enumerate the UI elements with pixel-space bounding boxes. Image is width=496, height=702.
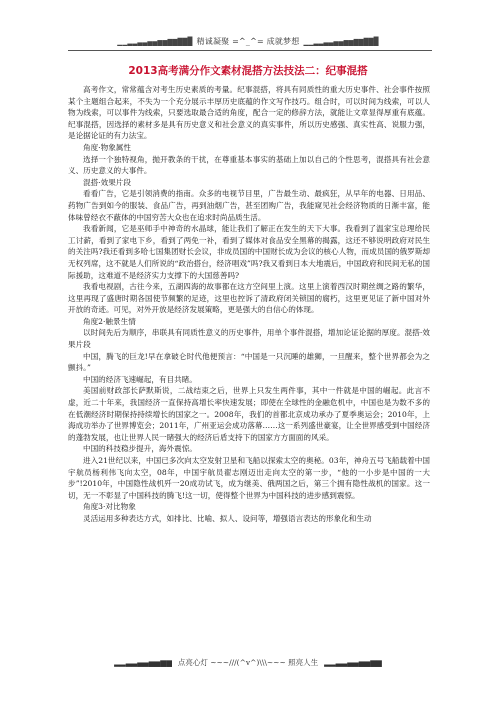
paragraph: 我看电视剧，古往今来，五湖四海的故事都在这方空间里上演。这里上演着西汉时期丝绸之路的繁华，这里再现了盛唐时期各国使节频繁的足迹，这里也控诉了清政府闭关锁国的腐朽，这里更见证了新中国对外开放的奇迹。可见，对外开放是经济发展策略，更是强大的自信心的体现。: [68, 282, 430, 315]
paragraph: 中国的经济飞速崛起，有目共睹。: [83, 374, 197, 384]
header-decoration-left: ▁▁▂▂▃▃▄▄▅▅▆▆▇▇█: [117, 36, 193, 46]
footer-motto: 点亮心灯 ~~~///(^v^)\\\~~~ 照亮人生: [177, 657, 319, 667]
paragraph: 中国的科技稳步提升，海外震惊。: [83, 444, 197, 454]
paragraph: 我看新闻，它是巫师手中神奇的水晶球，能让我们了解正在发生的天下大事。我看到了温家宝总理给民工讨薪，看到了家电下乡，看到了两免一补，看到了媒体对食品安全黑幕的揭露，这还不够说明政府对民生的关注吗?我还看到多哈七国集团财长会议，非成员国的中国财长成为会议的核心人物，而成员国的俄罗斯却无权列席，这不就是人们所说的“政治搭台，经济唱戏”吗?我又看到日本大地震后，中国政府和民间无私的国际援助，这难道不是经济实力支撑下的大国慈善吗?: [68, 224, 430, 280]
section-heading: 角度·物象属性: [83, 142, 131, 152]
paragraph: 选择一个独特视角，抛开教条的干扰，在尊重基本事实的基础上加以自己的个性思考，混搭具有社会意义、历史意义的大事件。: [68, 154, 430, 176]
paragraph: 美国前财政部长萨默斯说，二战结束之后，世界上只发生两件事，其中一件就是中国的崛起。此言不虚，近二十年来，我国经济一直保持高增长率快速发展；即使在全球性的金融危机中，中国也是为数不多的在低潮经济时期保持持续增长的国家之一。2008年，我们的首都北京成功承办了夏季奥运会；2010年，上海成功举办了世界博览会；2011年，广州亚运会成功落幕……这一系列盛世豪宴，让全世界感受到中国经济的蓬勃发展，也让世界人民一睹强大的经济后盾支持下的国家方方面面的风采。: [68, 386, 430, 442]
header-motto: 精诚凝聚 =^_^= 成就梦想: [196, 36, 300, 46]
section-heading: 角度2·触景生情: [83, 316, 136, 326]
page-header: [40, 34, 456, 48]
paragraph: 中国，腾飞的巨龙!早在拿破仑时代他便预言：“中国是一只沉睡的雄狮，一旦醒来，整个世界都会为之颤抖。”: [68, 351, 430, 373]
footer-decoration-right: ▂▂▃▃▄▄▅▅▆▆: [324, 657, 382, 667]
document-title: 2013高考满分作文素材混搭方法技法二：纪事混搭: [128, 65, 368, 77]
header-decoration-right: ▁▁▂▂▃▃▄▄▅▅▆▆▇▇█: [303, 36, 379, 46]
section-heading: 角度3·对比物象: [83, 502, 136, 512]
paragraph: 以时间先后为顺序，串联具有同质性意义的历史事件，用单个事件混搭，增加论证论据的厚度。混搭·效果片段: [68, 328, 430, 350]
document-body: [68, 84, 430, 525]
footer-decoration-left: ▂▂▃▃▄▄▅▅▆▆: [114, 657, 172, 667]
section-heading: 混搭·效果片段: [83, 177, 131, 187]
page-footer: [40, 656, 456, 668]
paragraph: 看看广告，它是引领消费的指南。众多的电视节目里，广告最生动、最疯狂，从早年的电器、日用品、药物广告到如今的服装、食品广告，再到油烟广告，甚至团购广告，我能窥见社会经济物质的日渐丰富，能体味曾经衣不蔽体的中国穷苦大众也在追求时尚品质生活。: [68, 189, 430, 222]
paragraph: 进入21世纪以来，中国已多次向太空发射卫星和飞船以探索太空的奥秘。03年，神舟五号飞船载着中国宇航员杨利伟飞向太空，08年，中国宇航员翟志刚迈出走向太空的第一步，“他的一小步是中国的一大步”!2010年，中国隐性战机歼一20成功试飞，成为继美、俄两国之后，第三个拥有隐性战机的国家。这一切，无一不彰显了中国科技的腾飞!这一切，使得整个世界为中国科技的进步感到震惊。: [68, 456, 430, 500]
paragraph: 高考作文，常常蕴含对考生历史素质的考量。纪事混搭，将具有同质性的重大历史事件、社会事件按照某个主题组合起来，不失为一个充分展示丰厚历史底蕴的作文写作技巧。组合时，可以时间为线索，可以人物为线索，可以事件为线索，只要选取最合适的角度，配合一定的修辞方法，就能让文章显得厚重有底蕴。纪事混搭，因选择的素材多是具有历史意义和社会意义的真实事件，所以历史感强、真实性高、说服力强，是论据论证的有力法宝。: [68, 85, 430, 141]
header-rule: [68, 50, 432, 51]
paragraph: 灵活运用多种表达方式，如排比、比喻、拟人、设问等，增强语言表达的形象化和生动: [83, 513, 372, 523]
